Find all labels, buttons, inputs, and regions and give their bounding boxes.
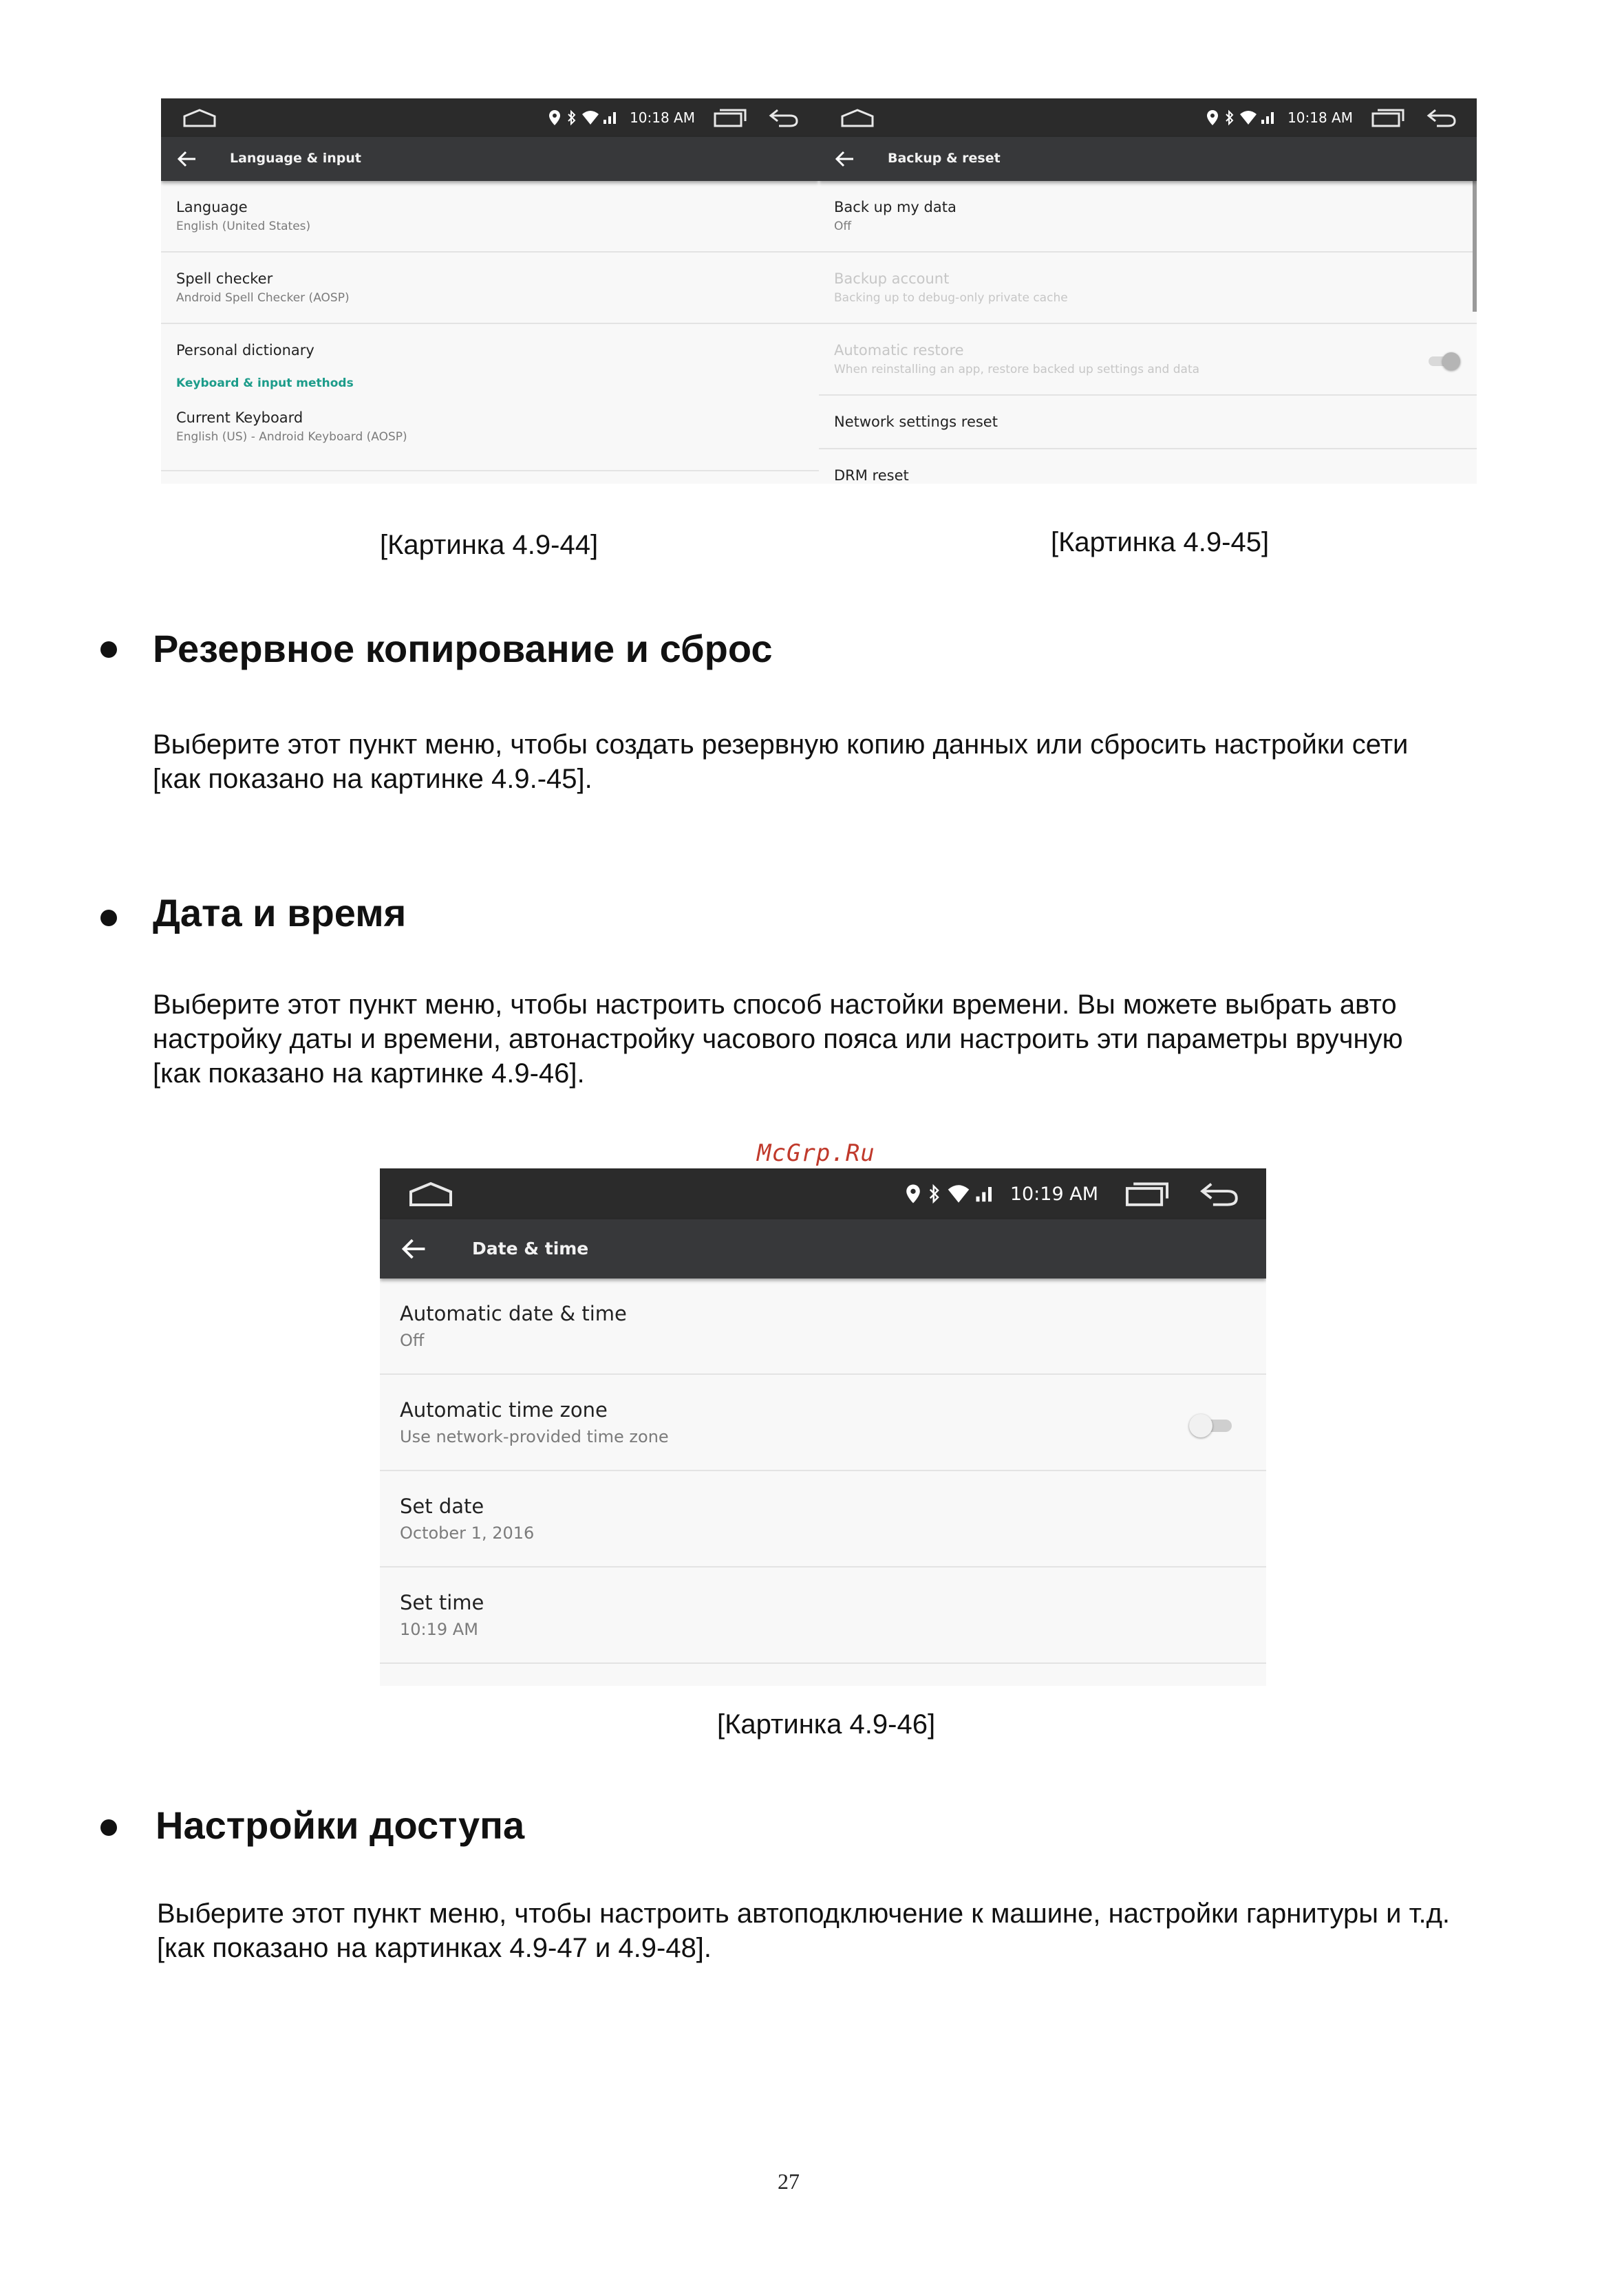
item-title: Back up my data <box>834 199 957 215</box>
back-arrow-icon[interactable] <box>178 151 197 167</box>
home-icon[interactable] <box>182 108 217 129</box>
bluetooth-icon <box>928 1184 941 1204</box>
recent-apps-icon[interactable] <box>1371 107 1405 128</box>
figure-caption: [Картинка 4.9-44] <box>380 530 599 560</box>
settings-list <box>819 181 1477 484</box>
item-title: Automatic date & time <box>400 1302 627 1325</box>
paragraph <box>157 1896 1450 1965</box>
paragraph-line: Выберите этот пункт меню, чтобы создать резервную копию данных или сбросить настройки сети <box>153 729 1409 760</box>
list-item[interactable] <box>380 1375 1266 1471</box>
app-bar-title: Language & input <box>230 151 361 166</box>
wifi-icon <box>581 110 599 125</box>
list-item[interactable] <box>380 1278 1266 1375</box>
list-item[interactable] <box>161 253 819 324</box>
bullet <box>100 1819 117 1836</box>
screenshot-date-time <box>380 1168 1266 1686</box>
item-title: Language <box>176 199 248 215</box>
page-number: 27 <box>778 2169 800 2194</box>
location-icon <box>548 109 561 126</box>
wifi-icon <box>947 1184 970 1203</box>
item-title: Set date <box>400 1495 484 1518</box>
automatic-restore-toggle <box>1426 352 1460 370</box>
location-icon <box>1206 109 1219 126</box>
bullet <box>100 641 117 658</box>
back-icon[interactable] <box>768 107 800 128</box>
location-icon <box>906 1184 921 1204</box>
list-item[interactable] <box>380 1471 1266 1568</box>
list-item[interactable] <box>819 396 1477 449</box>
item-title: DRM reset <box>834 467 909 484</box>
recent-apps-icon[interactable] <box>713 107 747 128</box>
item-subtitle: English (US) - Android Keyboard (AOSP) <box>176 430 407 444</box>
list-item[interactable] <box>819 181 1477 253</box>
back-icon[interactable] <box>1426 107 1457 128</box>
home-icon[interactable] <box>407 1181 454 1208</box>
app-bar-title: Date & time <box>472 1239 589 1259</box>
paragraph <box>153 727 1408 796</box>
settings-list <box>380 1278 1266 1686</box>
app-bar-title: Backup & reset <box>888 151 1001 166</box>
item-title: Set time <box>400 1591 484 1614</box>
list-item[interactable] <box>380 1568 1266 1664</box>
status-clock: 10:19 AM <box>1009 1183 1098 1205</box>
settings-list <box>161 181 819 484</box>
item-title: Automatic time zone <box>400 1398 608 1422</box>
figure-caption: [Картинка 4.9-45] <box>1051 527 1270 557</box>
app-bar <box>819 137 1477 181</box>
back-icon[interactable] <box>1199 1180 1240 1208</box>
item-title: Personal dictionary <box>176 342 314 359</box>
item-subtitle: Use network-provided time zone <box>400 1427 669 1446</box>
automatic-time-zone-toggle[interactable] <box>1189 1413 1233 1437</box>
status-clock: 10:18 AM <box>630 109 695 126</box>
paragraph-line: [как показано на картинке 4.9.-45]. <box>153 764 592 794</box>
scrollbar[interactable] <box>1473 181 1477 312</box>
item-subtitle: 10:19 AM <box>400 1620 478 1639</box>
item-title: Automatic restore <box>834 342 964 359</box>
screenshot-language-input <box>161 98 819 484</box>
recent-apps-icon[interactable] <box>1124 1180 1170 1208</box>
signal-icon <box>602 110 619 125</box>
screenshot-backup-reset <box>819 98 1477 484</box>
section-heading: Дата и время <box>153 891 407 934</box>
back-arrow-icon[interactable] <box>402 1238 427 1260</box>
paragraph-line: [как показано на картинке 4.9-46]. <box>153 1058 585 1089</box>
app-bar <box>380 1219 1266 1278</box>
section-heading: Резервное копирование и сброс <box>153 627 773 670</box>
item-subtitle: October 1, 2016 <box>400 1523 535 1543</box>
paragraph-line: Выберите этот пункт меню, чтобы настроить автоподключение к машине, настройки гарнитуры и т.д. <box>157 1898 1451 1929</box>
list-item[interactable] <box>161 404 819 471</box>
status-bar <box>161 98 819 137</box>
item-subtitle: Backing up to debug-only private cache <box>834 291 1068 305</box>
section-header: Keyboard & input methods <box>176 376 354 390</box>
item-subtitle: Off <box>400 1331 425 1350</box>
signal-icon <box>1260 110 1276 125</box>
watermark: McGrp.Ru <box>757 1140 875 1167</box>
item-subtitle: When reinstalling an app, restore backed up settings and data <box>834 363 1200 376</box>
bullet <box>100 910 117 926</box>
paragraph-line: настройку даты и времени, автонастройку часового пояса или настроить эти параметры вручную <box>153 1024 1403 1054</box>
status-bar <box>819 98 1477 137</box>
section-heading: Настройки доступа <box>156 1804 525 1847</box>
list-item[interactable] <box>819 449 1477 484</box>
item-title: Backup account <box>834 270 950 287</box>
paragraph-line: Выберите этот пункт меню, чтобы настроить способ настойки времени. Вы можете выбрать авто <box>153 989 1397 1020</box>
home-icon[interactable] <box>840 108 875 129</box>
status-bar <box>380 1168 1266 1219</box>
item-subtitle: Android Spell Checker (AOSP) <box>176 291 350 305</box>
item-subtitle: English (United States) <box>176 220 311 233</box>
paragraph <box>153 987 1403 1091</box>
list-item <box>819 324 1477 396</box>
paragraph-line: [как показано на картинках 4.9-47 и 4.9-48]. <box>157 1933 712 1963</box>
wifi-icon <box>1239 110 1257 125</box>
signal-icon <box>974 1184 995 1203</box>
item-title: Spell checker <box>176 270 273 287</box>
bluetooth-icon <box>566 109 577 126</box>
figure-caption: [Картинка 4.9-46] <box>717 1709 936 1740</box>
status-clock: 10:18 AM <box>1288 109 1353 126</box>
app-bar <box>161 137 819 181</box>
back-arrow-icon[interactable] <box>835 151 855 167</box>
list-item[interactable] <box>161 181 819 253</box>
item-title: Current Keyboard <box>176 409 303 426</box>
item-title: Network settings reset <box>834 414 998 430</box>
list-item[interactable] <box>161 324 819 376</box>
list-item <box>819 253 1477 324</box>
item-subtitle: Off <box>834 220 852 233</box>
bluetooth-icon <box>1224 109 1235 126</box>
